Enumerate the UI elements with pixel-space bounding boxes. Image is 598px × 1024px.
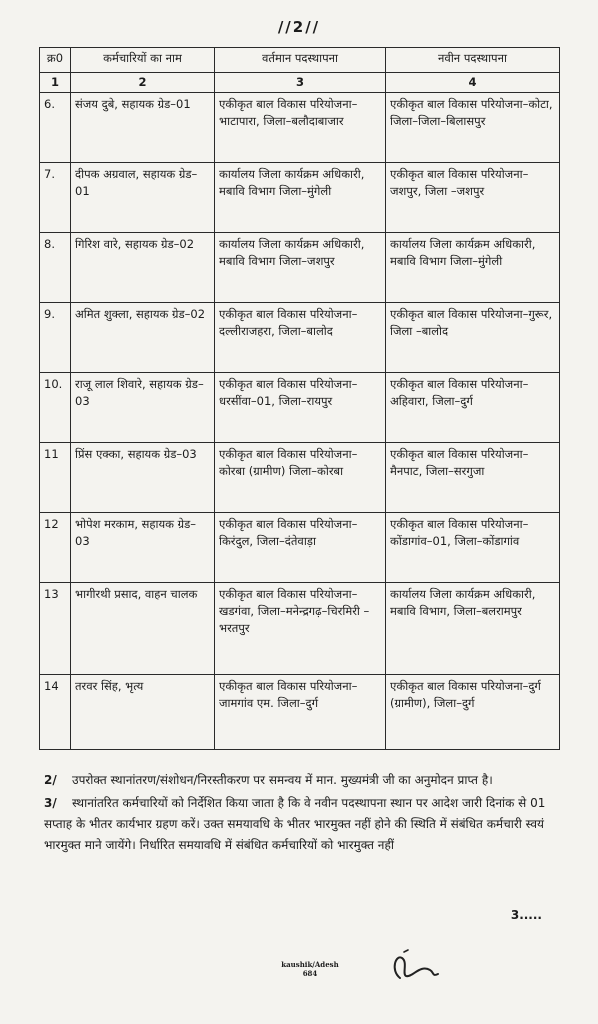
- header-new-posting: नवीन पदस्थापना: [386, 48, 560, 73]
- transfer-table: [39, 47, 560, 750]
- row-new-posting: कार्यालय जिला कार्यक्रम अधिकारी, मबावि विभाग जिला–मुंगेली: [386, 233, 560, 303]
- row-sno: 10.: [40, 373, 71, 443]
- row-current-posting: एकीकृत बाल विकास परियोजना–दल्लीराजहरा, जिला–बालोद: [215, 303, 386, 373]
- row-current-posting: एकीकृत बाल विकास परियोजना–किरंदुल, जिला–दंतेवाड़ा: [215, 513, 386, 583]
- paragraph: [44, 793, 560, 856]
- row-sno: 9.: [40, 303, 71, 373]
- row-employee-name: प्रिंस एक्का, सहायक ग्रेड–03: [71, 443, 215, 513]
- row-employee-name: गिरिश वारे, सहायक ग्रेड–02: [71, 233, 215, 303]
- row-current-posting: एकीकृत बाल विकास परियोजना–धरसींवा–01, जिला–रायपुर: [215, 373, 386, 443]
- continuation-marker: 3.....: [510, 908, 542, 922]
- row-employee-name: तरवर सिंह, भृत्य: [71, 675, 215, 750]
- row-employee-name: अमित शुक्ला, सहायक ग्रेड–02: [71, 303, 215, 373]
- paragraph: [44, 770, 560, 791]
- row-current-posting: कार्यालय जिला कार्यक्रम अधिकारी, मबावि विभाग जिला–मुंगेली: [215, 163, 386, 233]
- file-reference-line: kaushik/Adesh: [281, 960, 339, 969]
- row-employee-name: संजय दुबे, सहायक ग्रेड–01: [71, 93, 215, 163]
- header-employee-name: कर्मचारियों का नाम: [71, 48, 215, 73]
- table-row: [40, 443, 560, 513]
- row-new-posting: एकीकृत बाल विकास परियोजना–गुरूर, जिला –बालोद: [386, 303, 560, 373]
- signature-mark: [382, 944, 442, 984]
- row-new-posting: एकीकृत बाल विकास परियोजना–कोटा, जिला–जिला–बिलासपुर: [386, 93, 560, 163]
- order-paragraphs: [44, 770, 560, 858]
- row-sno: 13: [40, 583, 71, 675]
- row-current-posting: एकीकृत बाल विकास परियोजना–कोरबा (ग्रामीण) जिला–कोरबा: [215, 443, 386, 513]
- table-row: [40, 93, 560, 163]
- column-number: 3: [215, 73, 386, 93]
- file-reference-line: 684: [302, 969, 318, 978]
- row-employee-name: भागीरथी प्रसाद, वाहन चालक: [71, 583, 215, 675]
- table-row: [40, 513, 560, 583]
- table-row: [40, 373, 560, 443]
- row-current-posting: एकीकृत बाल विकास परियोजना–खडगंवा, जिला–मनेन्द्रगढ़–चिरमिरी –भरतपुर: [215, 583, 386, 675]
- row-sno: 12: [40, 513, 71, 583]
- row-new-posting: एकीकृत बाल विकास परियोजना–अहिवारा, जिला–दुर्ग: [386, 373, 560, 443]
- row-new-posting: कार्यालय जिला कार्यक्रम अधिकारी, मबावि विभाग, जिला–बलरामपुर: [386, 583, 560, 675]
- table-row: [40, 303, 560, 373]
- column-number-row: [40, 73, 560, 93]
- row-sno: 11: [40, 443, 71, 513]
- row-sno: 6.: [40, 93, 71, 163]
- row-new-posting: एकीकृत बाल विकास परियोजना–मैनपाट, जिला–सरगुजा: [386, 443, 560, 513]
- row-employee-name: राजू लाल शिवारे, सहायक ग्रेड–03: [71, 373, 215, 443]
- row-sno: 14: [40, 675, 71, 750]
- table-row: [40, 583, 560, 675]
- row-sno: 7.: [40, 163, 71, 233]
- table-row: [40, 675, 560, 750]
- file-reference: [270, 960, 350, 978]
- row-employee-name: भोपेश मरकाम, सहायक ग्रेड–03: [71, 513, 215, 583]
- table-row: [40, 233, 560, 303]
- table-row: [40, 163, 560, 233]
- row-current-posting: कार्यालय जिला कार्यक्रम अधिकारी, मबावि विभाग जिला–जशपुर: [215, 233, 386, 303]
- header-current-posting: वर्तमान पदस्थापना: [215, 48, 386, 73]
- row-new-posting: एकीकृत बाल विकास परियोजना–दुर्ग (ग्रामीण), जिला–दुर्ग: [386, 675, 560, 750]
- row-current-posting: एकीकृत बाल विकास परियोजना–जामगांव एम. जिला–दुर्ग: [215, 675, 386, 750]
- page-number: //2//: [277, 18, 321, 36]
- paragraph-number: 3/: [44, 796, 57, 810]
- column-number: 2: [71, 73, 215, 93]
- row-employee-name: दीपक अग्रवाल, सहायक ग्रेड–01: [71, 163, 215, 233]
- table-header-row: [40, 48, 560, 73]
- row-sno: 8.: [40, 233, 71, 303]
- paragraph-text: उपरोक्त स्थानांतरण/संशोधन/निरस्तीकरण पर समन्वय में मान. मुख्यमंत्री जी का अनुमोदन प्राप्त है।: [72, 773, 493, 787]
- paragraph-number: 2/: [44, 773, 57, 787]
- column-number: 1: [40, 73, 71, 93]
- header-sno: क्र0: [40, 48, 71, 73]
- column-number: 4: [386, 73, 560, 93]
- row-new-posting: एकीकृत बाल विकास परियोजना–जशपुर, जिला –जशपुर: [386, 163, 560, 233]
- row-current-posting: एकीकृत बाल विकास परियोजना–भाटापारा, जिला–बलौदाबाजार: [215, 93, 386, 163]
- paragraph-text: स्थानांतरित कर्मचारियों को निर्देशित किया जाता है कि वे नवीन पदस्थापना स्थान पर आदेश जारी दिनांक से 01 सप्ताह के भीतर कार्यभार ग्रहण करें। उक्त समयावधि के भीतर भारमुक्त नहीं होने की स्थिति में संबंधित कर्मचारी स्वयं भारमुक्त माने जायेंगे। निर्धारित समयावधि में संबंधित कर्मचारियों को भारमुक्त नहीं: [44, 796, 546, 852]
- row-new-posting: एकीकृत बाल विकास परियोजना–कोंडागांव–01, जिला–कोंडागांव: [386, 513, 560, 583]
